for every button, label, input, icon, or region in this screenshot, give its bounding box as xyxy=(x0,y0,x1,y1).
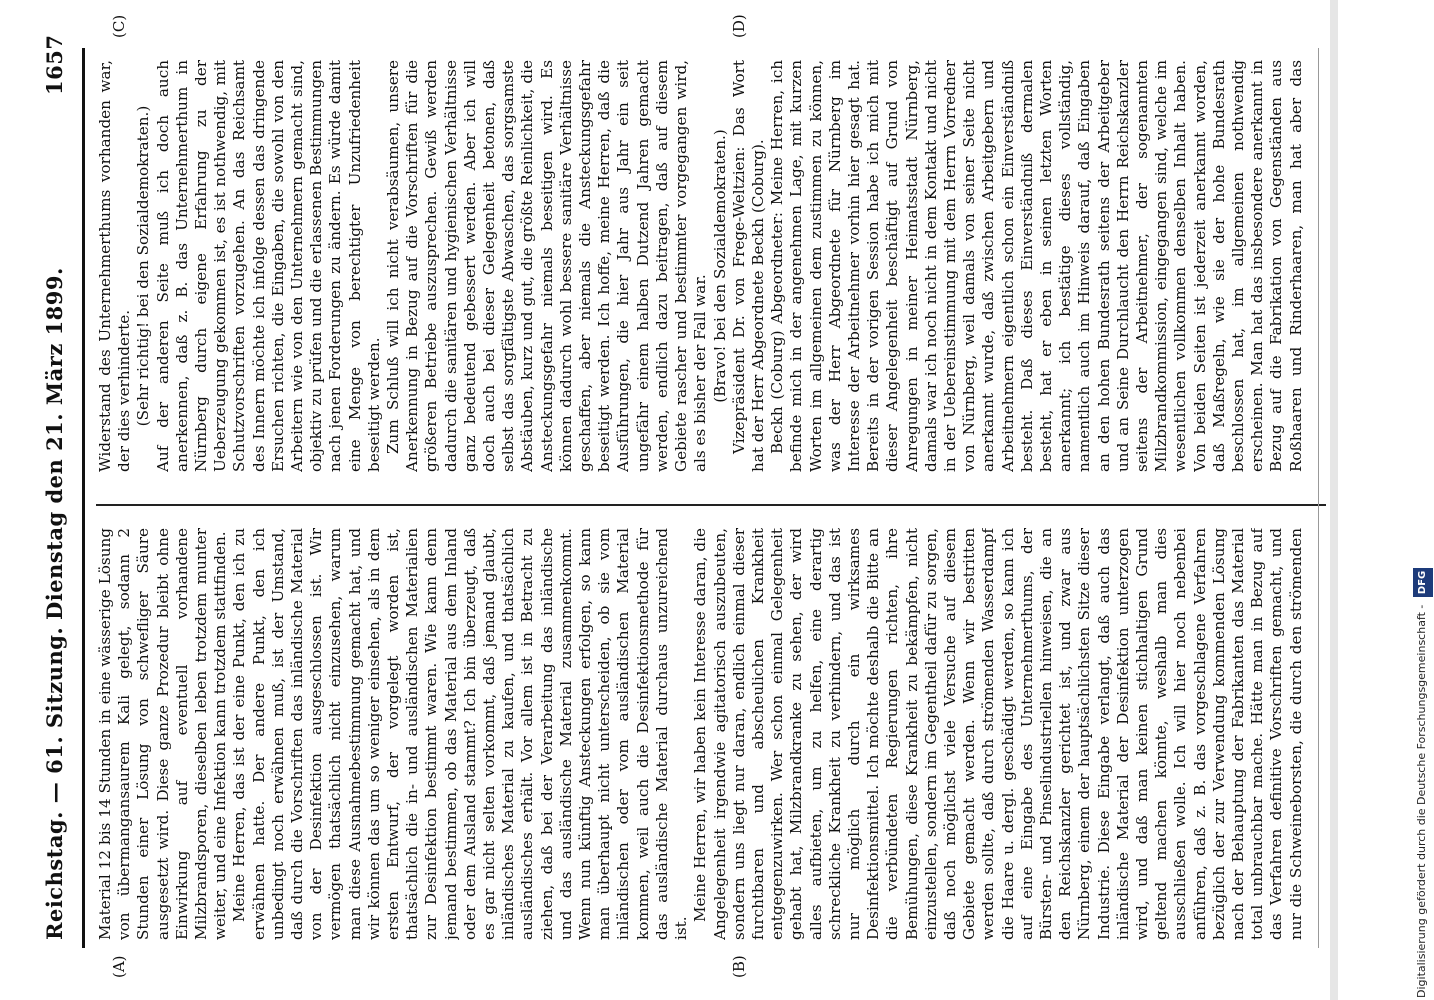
interjection: (Sehr richtig! bei den Sozialdemokraten.) xyxy=(134,105,153,427)
right-column xyxy=(96,60,1306,472)
bottom-rule xyxy=(1318,48,1319,948)
column-divider xyxy=(96,504,1326,506)
left-column xyxy=(96,528,1306,940)
header-rule xyxy=(82,48,85,948)
margin-mark-b: (B) xyxy=(730,955,748,978)
running-head-date: Dienstag den 21. März 1899. xyxy=(42,267,67,620)
digitization-footer xyxy=(1412,8,1432,998)
margin-mark-c: (C) xyxy=(110,14,128,38)
paragraph: Meine Herren, das ist der eine Punkt, den ich zu erwähnen hatte. Der andere Punkt, den ich unbedingt noch erwähnen muß, ist der Umstand, daß durch die Vorschriften das inländische Material von der Desinfektion ausgeschlossen ist. Wir vermögen thatsächlich nicht einzusehen, warum man diese Ausnahmebestimmung gemacht hat, und wir können das um so weniger einsehen, als in dem ersten Entwurf, der vorgelegt worden ist, thatsächlich die in- und ausländischen Materialien zur Desinfektion bestimmt waren. Wie kann denn jemand bestimmen, ob das Material aus dem Inland oder dem Ausland stammt? Ich bin überzeugt, daß es gar nicht selten vorkommt, daß jemand glaubt, inländisches Material zu kaufen, und thatsächlich ausländisches erhält. Vor allem ist in Betracht zu ziehen, daß bei der Verarbeitung das inländische und das ausländische Material zusammenkommt. Wenn nun künftig Ansteckungen erfolgen, so kann man überhaupt nicht unterscheiden, ob sie vom inländischen oder vom ausländischen Material kommen, weil auch die Desinfektionsmethode für das ausländische Material durchaus unzureichend ist. xyxy=(230,528,691,940)
margin-mark-d: (D) xyxy=(730,14,748,38)
dfg-logo: DFG xyxy=(1413,568,1433,597)
scan-edge xyxy=(1330,0,1338,1000)
footer-credit: Digitalisierung gefördert durch die Deutsche Forschungsgemeinschaft - xyxy=(1415,604,1428,998)
paragraph: Auf der anderen Seite muß ich doch auch anerkennen, daß z. B. das Unternehmerthum in Nürnberg durch eigene Erfahrung zu der Ueberzeugung gekommen ist, es ist nothwendig, mit Schutzvorschriften vorzugehen. An das Reichsamt des Innern möchte ich infolge dessen das dringende Ersuchen richten, die Eingaben, die sowohl von den Arbeitern wie von den Unternehmern gemacht sind, objektiv zu prüfen und die erlassenen Bestimmungen nach jenen Forderungen zu ändern. Es würde damit eine Menge von berechtigter Unzufriedenheit beseitigt werden. xyxy=(153,60,383,472)
running-head-left: Reichstag. — 61. Sitzung. xyxy=(42,626,67,940)
paragraph: Material 12 bis 14 Stunden in eine wässerige Lösung von übermangansaurem Kali gelegt, sodann 2 Stunden einer Lösung von schwefliger Säure ausgesetzt wird. Diese ganze Prozedur bleibt ohne Einwirkung auf eventuell vorhandene Milzbrandsporen, dieselben leben trotzdem munter weiter, und eine Infektion kann trotzdem stattfinden. xyxy=(96,528,230,940)
paragraph: Widerstand des Unternehmerthums vorhanden war, der dies verhinderte. xyxy=(96,60,134,472)
paragraph: Meine Herren, wir haben kein Interesse daran, die Angelegenheit irgendwie agitatorisch auszubeuten, sondern uns liegt nur daran, endlich einmal dieser furchtbaren und abscheulichen Krankheit entgegenzuwirken. Wer schon einmal Gelegenheit gehabt hat, Milzbrandkranke zu sehen, der wird alles aufbieten, um zu helfen, eine derartig schreckliche Krankheit zu verhindern, und das ist nur möglich durch ein wirksames Desinfektionsmittel. Ich möchte deshalb die Bitte an die verbündeten Regierungen richten, ihre Bemühungen, diese Krankheit zu bekämpfen, nicht einzustellen, sondern im Gegentheil dafür zu sorgen, daß noch möglichst viele Versuche auf diesem Gebiete gemacht werden. Wenn wir bestritten werden sollte, daß durch strömenden Wasserdampf die Haare u. dergl. geschädigt werden, so kann ich auf eine Eingabe des Unternehmerthums, der Bürsten- und Pinselindustriellen hinweisen, die an den Reichskanzler gerichtet ist, und zwar aus Nürnberg, einem der hauptsächlichsten Sitze dieser Industrie. Diese Eingabe verlangt, daß auch das inländische Material der Desinfektion unterzogen wird, und daß man keinen stichhaltigen Grund geltend machen könnte, weshalb man dies ausschließen wolle. Ich will hier noch nebenbei anführen, daß z. B. das vorgeschlagene Verfahren bezüglich der zur Verwendung kommenden Lösung nach der Behauptung der Fabrikanten das Material total unbrauchbar mache. Hätte man in Bezug auf das Verfahren definitive Vorschriften gemacht, und nur die Schweineborsten, die durch den strömenden xyxy=(691,528,1305,940)
page-number: 1657 xyxy=(42,34,67,95)
speaker-announcement: Vizepräsident Dr. von Frege-Weltzien: Das Wort hat der Herr Abgeordnete Beckh (Coburg). xyxy=(729,60,767,472)
margin-mark-a: (A) xyxy=(110,955,128,978)
paragraph: Zum Schluß will ich nicht verabsäumen, unsere Anerkennung in Bezug auf die Vorschriften für die größeren Betriebe auszusprechen. Gewiß werden dadurch die sanitären und hygienischen Verhältnisse ganz bedeutend gebessert werden. Aber ich will doch auch bei dieser Gelegenheit betonen, daß selbst das sorgfältigste Abwaschen, das sorgsamste Abstäuben, kurz und gut, die größte Reinlichkeit, die Ansteckungsgefahr niemals beseitigen wird. Es können dadurch wohl bessere sanitäre Verhältnisse geschaffen, aber niemals die Ansteckungsgefahr beseitigt werden. Ich hoffe, meine Herren, daß die Ausführungen, die hier Jahr aus Jahr ein seit ungefähr einem halben Dutzend Jahren gemacht werden, endlich dazu beitragen, daß auf diesem Gebiete rascher und bestimmter vorgegangen wird, als es bisher der Fall war. xyxy=(384,60,710,472)
interjection: (Bravo! bei den Sozialdemokraten.) xyxy=(710,129,729,403)
paragraph: Beckh (Coburg) Abgeordneter: Meine Herren, ich befinde mich in der angenehmen Lage, mit kurzen Worten im allgemeinen dem zustimmen zu können, was der Herr Abgeordnete für Nürnberg im Interesse der Arbeitnehmer vorhin hier gesagt hat. Bereits in der vorigen Session habe ich mich mit dieser Angelegenheit beschäftigt auf Grund von Anregungen in meiner Heimatsstadt Nürnberg, damals war ich noch nicht in dem Kontakt und nicht in der Uebereinstimmung mit dem Herrn Vorredner von Nürnberg, weil damals von seiner Seite nicht anerkannt wurde, daß zwischen Arbeitgebern und Arbeitnehmern eigentlich schon ein Einverständniß besteht. Daß dieses Einverständniß dermalen besteht, hat er eben in seinen letzten Worten anerkannt; ich bestätige dieses vollständig, namentlich auch im Hinweis darauf, daß Eingaben an den hohen Bundesrath seitens der Arbeitgeber und an Seine Durchlaucht den Herrn Reichskanzler seitens der Arbeitnehmer, der sogenannten Milzbrandkommission, eingegangen sind, welche im wesentlichen vollkommen denselben Inhalt haben. Von beiden Seiten ist jederzeit anerkannt worden, daß Maßregeln, wie sie der hohe Bundesrath beschlossen hat, im allgemeinen nothwendig erscheinen. Man hat das insbesondere anerkannt in Bezug auf die Fabrikation von Gegenständen aus Roßhaaren und Rinderhaaren, man hat aber das xyxy=(768,60,1305,472)
